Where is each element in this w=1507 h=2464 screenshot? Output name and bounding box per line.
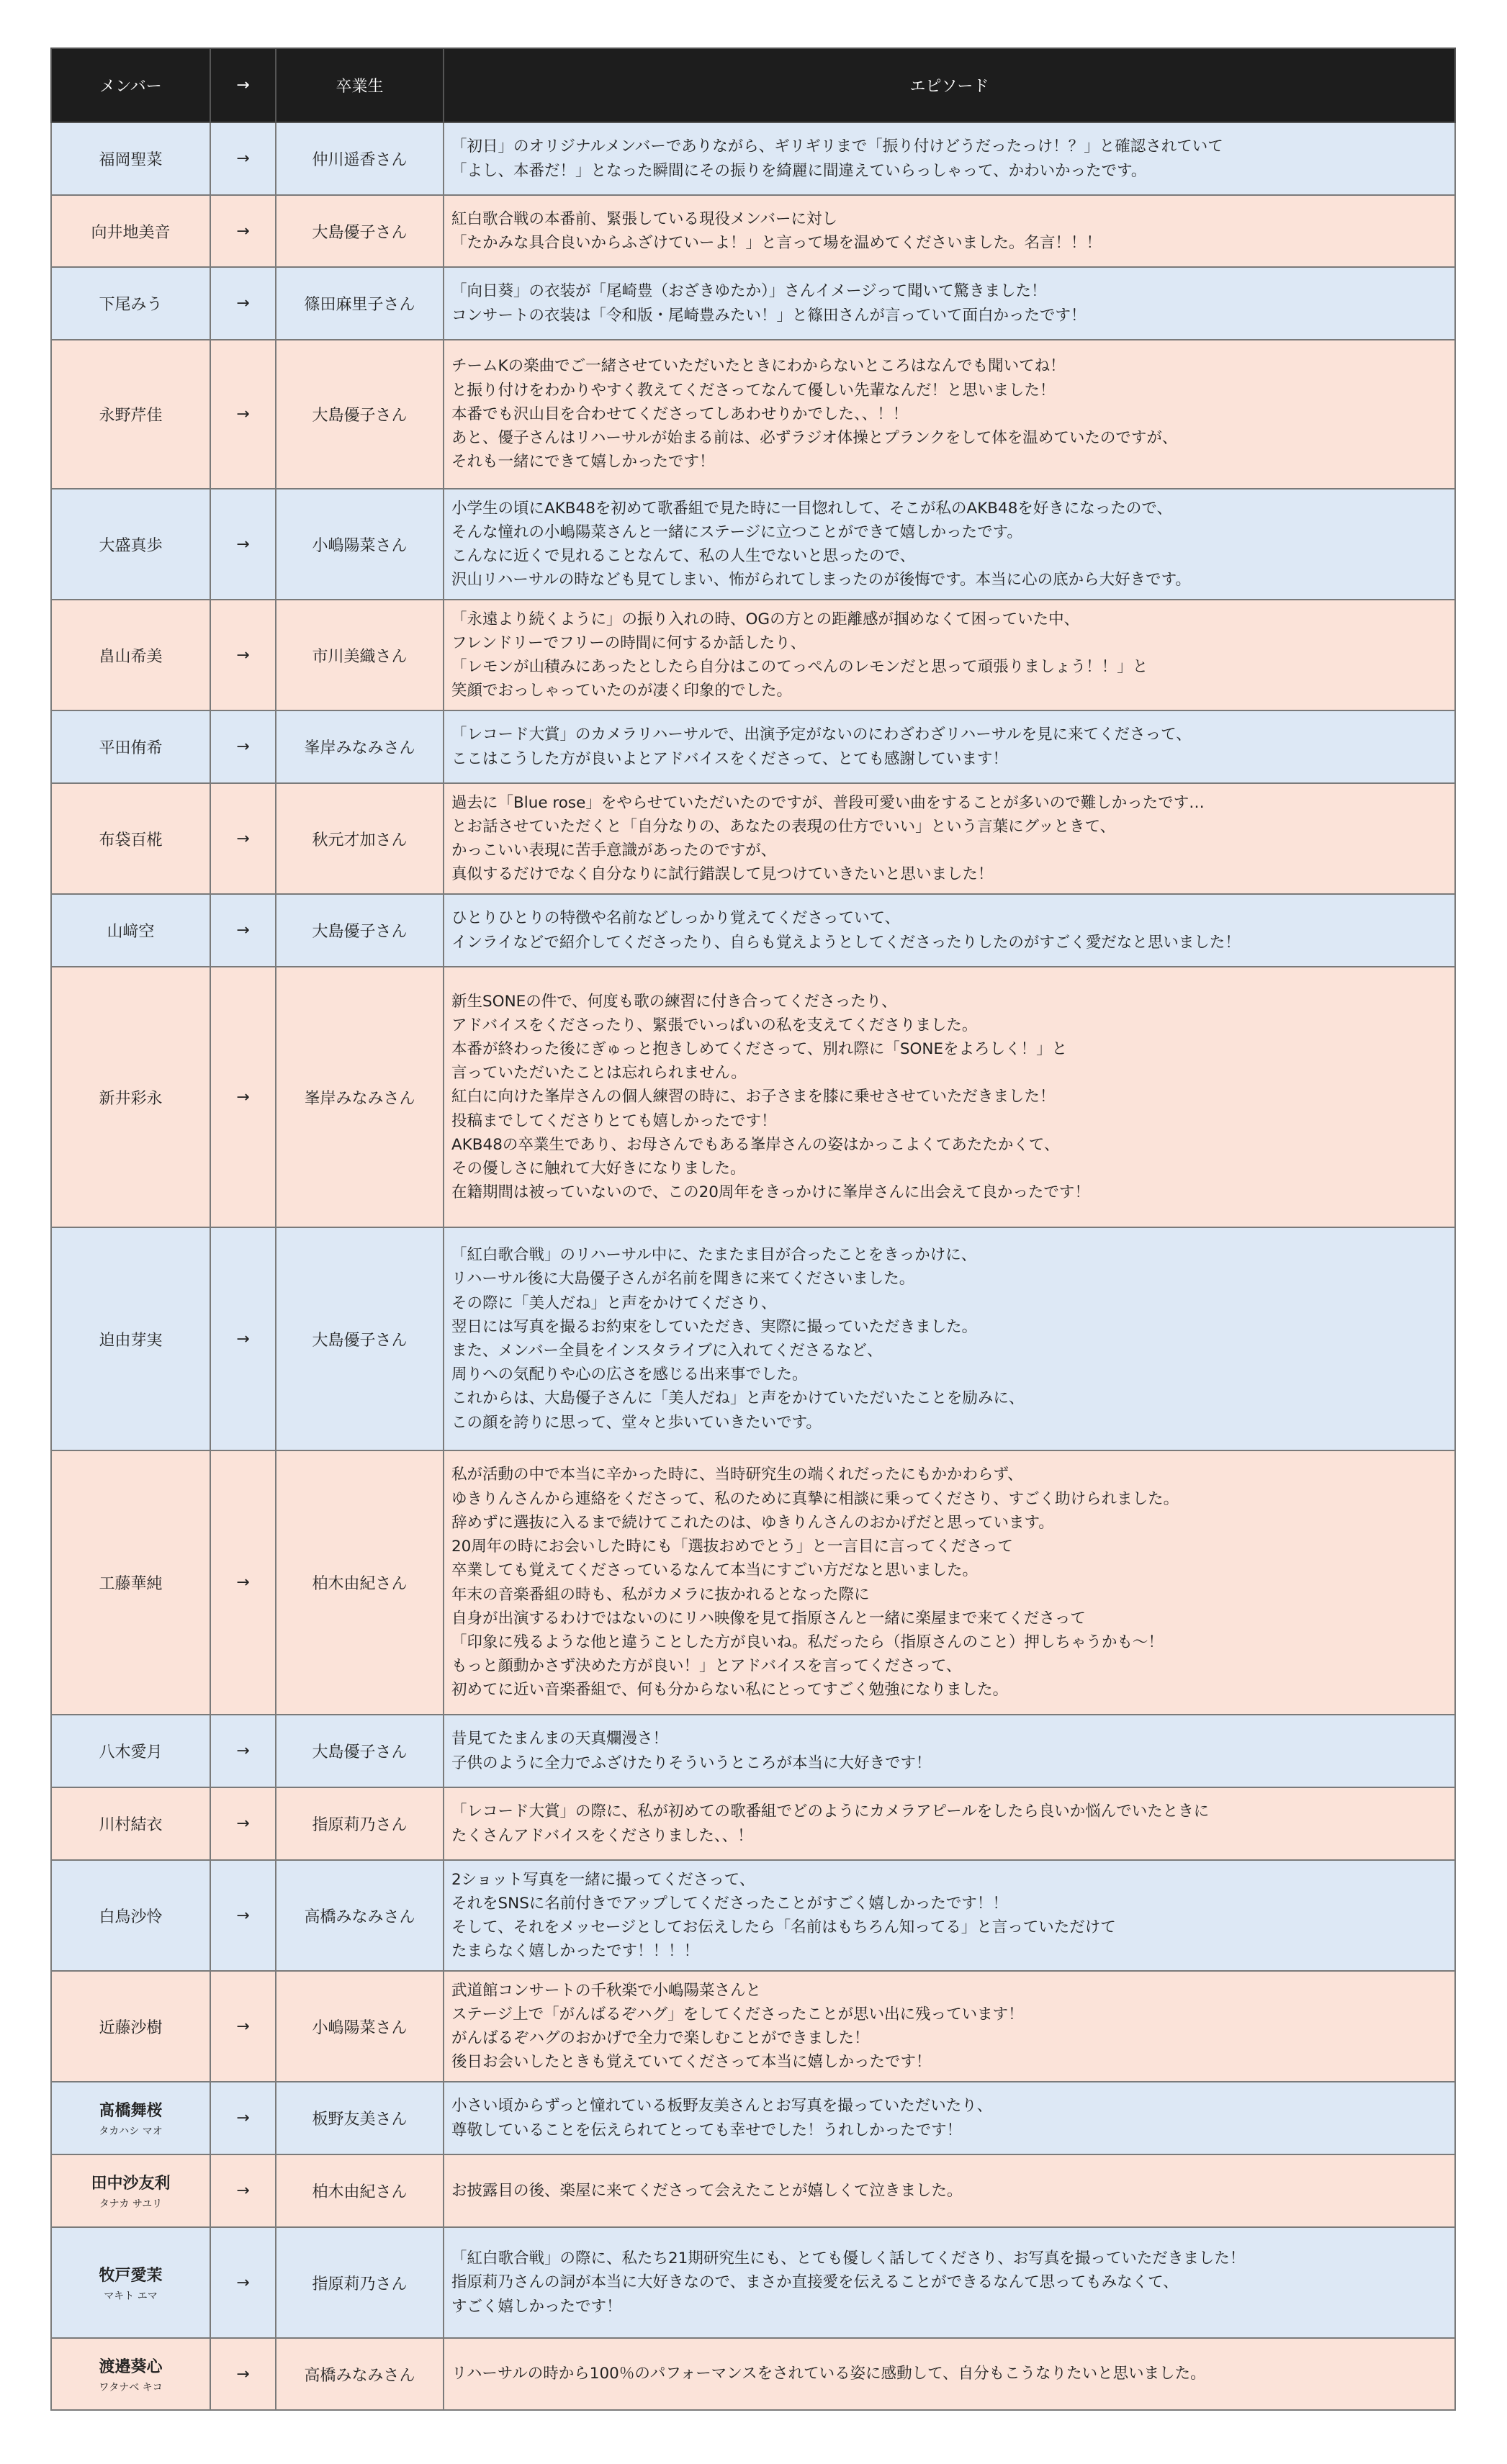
member-cell: [51, 267, 210, 340]
episode-line: あと、優子さんはリハーサルが始まる前は、必ずラジオ体操とプランクをして体を温めていたのですが、: [451, 429, 1178, 448]
table-row: [51, 1715, 1455, 1787]
arrow-cell: →: [210, 1971, 276, 2082]
episode-line: 2ショット写真を一緒に撮ってくださって、: [451, 1870, 755, 1889]
member-name: 下尾みう: [99, 296, 163, 314]
member-reading: タカハシ マオ: [99, 2126, 163, 2137]
member-name: 八木愛月: [99, 1743, 163, 1761]
episode-line: ゆきりんさんから連絡をくださって、私のために真摯に相談に乗ってくださり、すごく助けられました。: [451, 1489, 1179, 1508]
episode-line: その優しさに触れて大好きになりました。: [451, 1160, 746, 1178]
arrow-cell: →: [210, 600, 276, 710]
episode-cell: [444, 600, 1455, 710]
episode-cell: [444, 267, 1455, 340]
episode-line: 「レモンが山積みにあったとしたら自分はこのてっぺんのレモンだと思って頑張りましょう！！」と: [451, 658, 1148, 676]
arrow-cell: →: [210, 967, 276, 1227]
episode-line: 「向日葵」の衣装が「尾崎豊（おざきゆたか）」さんイメージって聞いて驚きました！: [451, 282, 1047, 301]
member-cell: [51, 195, 210, 267]
episode-line: 私が活動の中で本当に辛かった時に、当時研究生の端くれだったにもかかわらず、: [451, 1466, 1023, 1484]
episode-line: 「レコード大賞」のカメラリハーサルで、出演予定がないのにわざわざリハーサルを見に来てくださって、: [451, 726, 1192, 744]
member-name: 川村結衣: [99, 1816, 163, 1834]
table-row: [51, 489, 1455, 600]
episode-line: 「よし、本番だ！」となった瞬間にその振りを綺麗に間違えていらっしゃって、かわいかったです。: [451, 161, 1147, 180]
arrow-cell: →: [210, 894, 276, 967]
arrow-cell: →: [210, 2154, 276, 2227]
episode-line: 紅白歌合戦の本番前、緊張している現役メンバーに対し: [451, 209, 837, 228]
member-reading: マキト エマ: [104, 2290, 158, 2302]
graduate-cell: 高橋みなみさん: [276, 1860, 444, 1971]
episode-line: 投稿までしてくださりとても嬉しかったです！: [451, 1111, 777, 1130]
arrow-cell: →: [210, 340, 276, 489]
episode-line: ここはこうした方が良いよとアドバイスをくださって、とても感謝しています！: [451, 749, 1008, 768]
graduate-cell: 峯岸みなみさん: [276, 967, 444, 1227]
episode-cell: [444, 1715, 1455, 1787]
arrow-cell: →: [210, 267, 276, 340]
episode-line: 自身が出演するわけではないのにリハ映像を見て指原さんと一緒に楽屋まで来てくださって: [451, 1609, 1086, 1628]
episode-line: かっこいい表現に苦手意識があったのですが、: [451, 841, 777, 859]
member-name: 福岡聖菜: [99, 151, 163, 169]
episode-line: 年末の音楽番組の時も、私がカメラに抜かれるとなった際に: [451, 1585, 870, 1604]
graduate-cell: 市川美織さん: [276, 600, 444, 710]
episode-line: 翌日には写真を撮るお約束をしていただき、実際に撮っていただきました。: [451, 1317, 978, 1336]
member-name: 向井地美音: [91, 223, 171, 242]
episode-cell: [444, 710, 1455, 783]
arrow-cell: →: [210, 1860, 276, 1971]
arrow-cell: →: [210, 1787, 276, 1860]
graduate-cell: 高橋みなみさん: [276, 2338, 444, 2410]
arrow-cell: →: [210, 2082, 276, 2154]
episode-cell: [444, 894, 1455, 967]
episode-line: 紅白に向けた峯岸さんの個人練習の時に、お子さまを膝に乗せさせていただきました！: [451, 1088, 1056, 1106]
episode-line: それも一緒にできて嬉しかったです！: [451, 453, 715, 471]
table-row: [51, 1971, 1455, 2082]
episode-line: 「紅白歌合戦」の際に、私たち21期研究生にも、とても優しく話してくださり、お写真を撮っていただきました！: [451, 2249, 1246, 2268]
header-member: メンバー: [51, 48, 210, 122]
episode-line: 昔見てたまんまの天真爛漫さ！: [451, 1730, 669, 1748]
episode-cell: [444, 1860, 1455, 1971]
member-cell: [51, 600, 210, 710]
graduate-cell: 仲川遥香さん: [276, 122, 444, 195]
table-row: [51, 1860, 1455, 1971]
episode-cell: [444, 489, 1455, 600]
table-row: [51, 710, 1455, 783]
table-row: [51, 195, 1455, 267]
graduate-cell: 柏木由紀さん: [276, 1450, 444, 1715]
member-cell: [51, 783, 210, 894]
member-name: 田中沙友利: [91, 2175, 171, 2193]
arrow-cell: →: [210, 1227, 276, 1450]
member-name: 牧戸愛茉: [99, 2266, 163, 2285]
episode-line: インライなどで紹介してくださったり、自らも覚えようとしてくださったりしたのがすごく愛だなと思いました！: [451, 933, 1241, 952]
member-cell: [51, 1715, 210, 1787]
episode-cell: [444, 1450, 1455, 1715]
table-row: [51, 2154, 1455, 2227]
graduate-cell: 柏木由紀さん: [276, 2154, 444, 2227]
table-row: [51, 267, 1455, 340]
member-cell: [51, 710, 210, 783]
member-reading: ワタナベ キコ: [99, 2381, 163, 2393]
member-cell: [51, 1787, 210, 1860]
member-cell: [51, 967, 210, 1227]
graduate-cell: 小嶋陽菜さん: [276, 1971, 444, 2082]
episode-cell: [444, 1971, 1455, 2082]
episode-line: たくさんアドバイスをくださりました、、！: [451, 1826, 753, 1845]
episode-line: 言っていただいたことは忘れられません。: [451, 1064, 747, 1083]
table-row: [51, 783, 1455, 894]
graduate-cell: 秋元才加さん: [276, 783, 444, 894]
member-name: 平田侑希: [99, 739, 163, 757]
graduate-cell: 板野友美さん: [276, 2082, 444, 2154]
table-row: [51, 1227, 1455, 1450]
episode-line: 辞めずに選抜に入るまで続けてこれたのは、ゆきりんさんのおかげだと思っています。: [451, 1513, 1054, 1532]
member-cell: [51, 1971, 210, 2082]
member-cell: [51, 340, 210, 489]
table-row: [51, 1450, 1455, 1715]
episode-line: そんな憧れの小嶋陽菜さんと一緒にステージに立つことができて嬉しかったです。: [451, 523, 1022, 541]
member-name: 工藤華純: [99, 1575, 163, 1593]
episode-line: 指原莉乃さんの詞が本当に大好きなので、まさか直接愛を伝えることができるなんて思ってもみなくて、: [451, 2273, 1179, 2292]
graduate-cell: 大島優子さん: [276, 195, 444, 267]
graduate-cell: 篠田麻里子さん: [276, 267, 444, 340]
episode-line: これからは、大島優子さんに「美人だね」と声をかけていただいたことを励みに、: [451, 1389, 1025, 1408]
episode-line: フレンドリーでフリーの時間に何するか話したり、: [451, 633, 806, 652]
member-cell: [51, 894, 210, 967]
table-header-row: [51, 48, 1455, 122]
member-name: 布袋百椛: [99, 831, 163, 849]
episode-line: 子供のように全力でふざけたりそういうところが本当に大好きです！: [451, 1754, 932, 1772]
episode-line: 小学生の頃にAKB48を初めて歌番組で見た時に一目惚れして、そこが私のAKB48を好きになったので、: [451, 499, 1172, 518]
episode-line: リハーサルの時から100％のパフォーマンスをされている姿に感動して、自分もこうなりたいと思いました。: [451, 2365, 1206, 2383]
episode-cell: [444, 2338, 1455, 2410]
member-name: 迫由芽実: [99, 1331, 163, 1350]
episode-line: 本番が終わった後にぎゅっと抱きしめてくださって、別れ際に「SONEをよろしく！」と: [451, 1039, 1068, 1058]
member-name: 髙橋舞桜: [99, 2102, 163, 2120]
episode-line: アドバイスをくださったり、緊張でいっぱいの私を支えてくださりました。: [451, 1016, 978, 1034]
member-name: 大盛真歩: [99, 536, 163, 555]
member-cell: [51, 2154, 210, 2227]
member-name: 畠山希美: [99, 647, 163, 666]
arrow-cell: →: [210, 2227, 276, 2338]
member-name: 山﨑空: [107, 923, 155, 941]
table-body: [51, 122, 1455, 2410]
episode-line: 初めてに近い音楽番組で、何も分からない私にとってすごく勉強になりました。: [451, 1681, 1009, 1700]
episode-line: コンサートの衣装は「令和版・尾崎豊みたい！」と篠田さんが言っていて面白かったです！: [451, 306, 1087, 325]
episode-line: 小さい頃からずっと憧れている板野友美さんとお写真を撮っていただいたり、: [451, 2097, 993, 2116]
episode-line: 20周年の時にお会いした時にも「選抜おめでとう」と一言目に言ってくださって: [451, 1538, 1013, 1556]
table-row: [51, 2227, 1455, 2338]
episode-line: もっと顔動かさず決めた方が良い！」とアドバイスを言ってくださって、: [451, 1657, 962, 1676]
episode-line: 沢山リハーサルの時なども見てしまい、怖がられてしまったのが後悔です。本当に心の底から大好きです。: [451, 571, 1191, 590]
member-name: 新井彩永: [99, 1089, 163, 1108]
episode-line: 本番でも沢山目を合わせてくださってしあわせりかでした、、！！: [451, 405, 909, 423]
graduate-cell: 小嶋陽菜さん: [276, 489, 444, 600]
episode-line: 新生SONEの件で、何度も歌の練習に付き合ってくださったり、: [451, 992, 897, 1011]
arrow-cell: →: [210, 1450, 276, 1715]
episode-line: がんばるぞハグのおかげで全力で楽しむことができました！: [451, 2029, 870, 2047]
episode-line: と振り付けをわかりやすく教えてくださってなんて優しい先輩なんだ！と思いました！: [451, 381, 1056, 400]
arrow-cell: →: [210, 122, 276, 195]
table-row: [51, 122, 1455, 195]
episode-line: 卒業しても覚えてくださっているなんて本当にすごい方だなと思いました。: [451, 1561, 979, 1580]
episode-line: リハーサル後に大島優子さんが名前を聞きに来てくださいました。: [451, 1270, 915, 1289]
member-name: 白鳥沙怜: [99, 1908, 163, 1926]
episode-line: ステージ上で「がんばるぞハグ」をしてくださったことが思い出に残っています！: [451, 2005, 1024, 2023]
member-cell: [51, 1227, 210, 1450]
episode-cell: [444, 2082, 1455, 2154]
arrow-cell: →: [210, 2338, 276, 2410]
member-cell: [51, 489, 210, 600]
arrow-cell: →: [210, 489, 276, 600]
episode-line: とお話させていただくと「自分なりの、あなたの表現の仕方でいい」という言葉にグッときて、: [451, 817, 1116, 836]
graduate-cell: 大島優子さん: [276, 1227, 444, 1450]
episode-line: この顔を誇りに思って、堂々と歩いていきたいです。: [451, 1413, 822, 1432]
episode-line: 在籍期間は被っていないので、この20周年をきっかけに峯岸さんに出会えて良かったです！: [451, 1183, 1090, 1202]
episode-line: 笑顔でおっしゃっていたのが凄く印象的でした。: [451, 682, 793, 700]
member-reading: タナカ サユリ: [99, 2198, 163, 2210]
graduate-cell: 指原莉乃さん: [276, 2227, 444, 2338]
episode-cell: [444, 195, 1455, 267]
graduate-cell: 大島優子さん: [276, 340, 444, 489]
table-row: [51, 967, 1455, 1227]
episode-cell: [444, 1787, 1455, 1860]
episode-line: 「初日」のオリジナルメンバーでありながら、ギリギリまで「振り付けどうだったっけ！？」と確認されていて: [451, 137, 1223, 156]
member-cell: [51, 122, 210, 195]
graduate-cell: 指原莉乃さん: [276, 1787, 444, 1860]
member-cell: [51, 2227, 210, 2338]
graduate-cell: 峯岸みなみさん: [276, 710, 444, 783]
member-cell: [51, 1860, 210, 1971]
episode-line: 「印象に残るような他と違うことした方が良いね。私だったら（指原さんのこと）押しちゃうかも～！: [451, 1633, 1164, 1651]
episode-line: 真似するだけでなく自分なりに試行錯誤して見つけていきたいと思いました！: [451, 865, 994, 884]
table-row: [51, 2338, 1455, 2410]
graduate-cell: 大島優子さん: [276, 1715, 444, 1787]
member-cell: [51, 2082, 210, 2154]
episode-cell: [444, 2227, 1455, 2338]
episode-line: その際に「美人だね」と声をかけてくださり、: [451, 1294, 777, 1312]
graduate-cell: 大島優子さん: [276, 894, 444, 967]
episode-line: たまらなく嬉しかったです！！！！: [451, 1942, 700, 1961]
episode-cell: [444, 2154, 1455, 2227]
arrow-cell: →: [210, 783, 276, 894]
episode-sheet: [50, 48, 1456, 2411]
episode-line: 「たかみな具合良いからふざけていーよ！」と言って場を温めてくださいました。名言！！！: [451, 234, 1102, 252]
header-arrow: →: [210, 48, 276, 122]
episode-line: そして、それをメッセージとしてお伝えしたら「名前はもちろん知ってる」と言っていただけて: [451, 1918, 1116, 1936]
episode-line: こんなに近くで見れることなんて、私の人生でないと思ったので、: [451, 547, 916, 565]
episode-cell: [444, 967, 1455, 1227]
header-graduate: 卒業生: [276, 48, 444, 122]
episode-cell: [444, 1227, 1455, 1450]
episode-line: 尊敬していることを伝えられてとっても幸せでした！うれしかったです！: [451, 2121, 963, 2139]
episode-line: AKB48の卒業生であり、お母さんでもある峯岸さんの姿はかっこよくてあたたかくて、: [451, 1135, 1060, 1154]
table-row: [51, 2082, 1455, 2154]
episode-table: [50, 48, 1456, 2411]
episode-line: お披露目の後、楽屋に来てくださって会えたことが嬉しくて泣きました。: [451, 2181, 963, 2200]
episode-line: 周りへの気配りや心の広さを感じる出来事でした。: [451, 1366, 808, 1384]
episode-line: ひとりひとりの特徴や名前などしっかり覚えてくださっていて、: [451, 909, 901, 928]
episode-line: 後日お会いしたときも覚えていてくださって本当に嬉しかったです！: [451, 2053, 932, 2072]
member-name: 近藤沙樹: [99, 2018, 163, 2037]
arrow-cell: →: [210, 195, 276, 267]
member-name: 永野芹佳: [99, 407, 163, 425]
episode-line: チームKの楽曲でご一緒させていただいたときにわからないところはなんでも聞いてね！: [451, 357, 1066, 376]
episode-cell: [444, 340, 1455, 489]
episode-line: 「レコード大賞」の際に、私が初めての歌番組でどのようにカメラアピールをしたら良いか悩んでいたときに: [451, 1802, 1210, 1821]
arrow-cell: →: [210, 1715, 276, 1787]
episode-line: 過去に「Blue rose」をやらせていただいたのですが、普段可愛い曲をすることが多いので難しかったです…: [451, 793, 1205, 812]
episode-cell: [444, 122, 1455, 195]
member-cell: [51, 1450, 210, 1715]
table-row: [51, 1787, 1455, 1860]
episode-cell: [444, 783, 1455, 894]
table-row: [51, 600, 1455, 710]
episode-line: 武道館コンサートの千秋楽で小嶋陽菜さんと: [451, 1981, 762, 2000]
member-name: 渡邉葵心: [99, 2357, 163, 2376]
member-cell: [51, 2338, 210, 2410]
episode-line: 「永遠より続くように」の振り入れの時、OGの方との距離感が掴めなくて困っていた中、: [451, 610, 1080, 628]
header-episode: エピソード: [444, 48, 1455, 122]
episode-line: 「紅白歌合戦」のリハーサル中に、たまたま目が合ったことをきっかけに、: [451, 1246, 977, 1265]
episode-line: それをSNSに名前付きでアップしてくださったことがすごく嬉しかったです！！: [451, 1894, 1008, 1913]
episode-line: また、メンバー全員をインスタライブに入れてくださるなど、: [451, 1342, 883, 1360]
episode-line: すごく嬉しかったです！: [451, 2297, 622, 2316]
table-row: [51, 894, 1455, 967]
arrow-cell: →: [210, 710, 276, 783]
table-row: [51, 340, 1455, 489]
